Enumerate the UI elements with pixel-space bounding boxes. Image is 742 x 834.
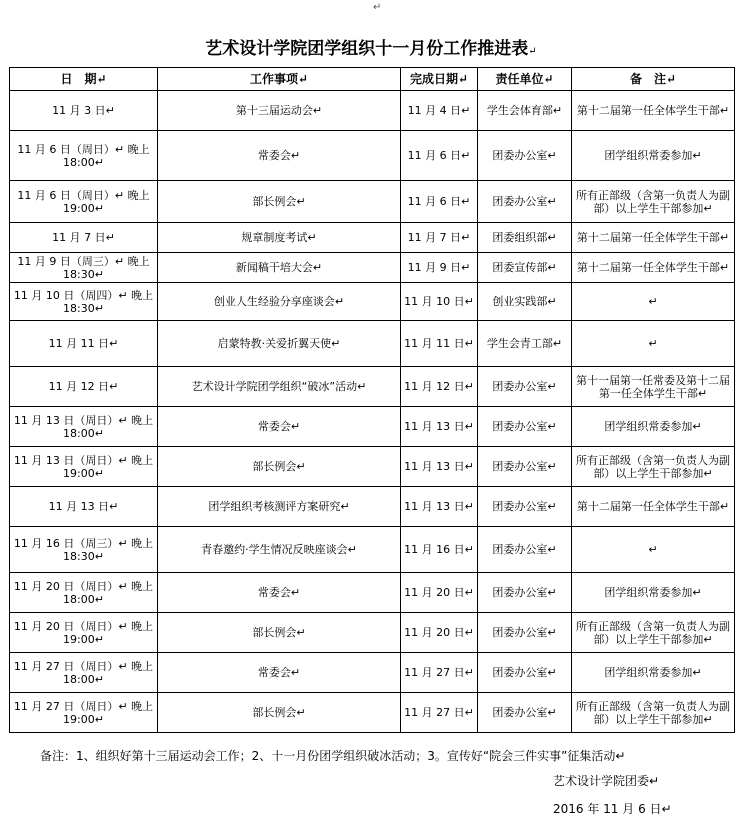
cell-date: 11 月 11 日↵ [10,321,158,367]
cell-done-date: 11 月 13 日↵ [401,407,478,447]
cell-unit: 团委办公室↵ [478,367,572,407]
cell-note: 团学组织常委参加↵ [572,573,735,613]
table-row [10,653,735,693]
cell-date: 11 月 16 日（周三）↵ 晚上 18:30↵ [10,527,158,573]
cell-date: 11 月 6 日（周日）↵ 晚上 18:00↵ [10,131,158,181]
cell-note: ↵ [572,283,735,321]
cell-task: 常委会↵ [158,131,401,181]
cell-date: 11 月 13 日（周日）↵ 晚上 18:00↵ [10,407,158,447]
cell-unit: 团委办公室↵ [478,487,572,527]
cell-done-date: 11 月 27 日↵ [401,653,478,693]
cell-note: 团学组织常委参加↵ [572,653,735,693]
cell-unit: 团委办公室↵ [478,693,572,733]
cell-unit: 学生会体育部↵ [478,91,572,131]
table-row [10,131,735,181]
table-row [10,527,735,573]
cell-date: 11 月 6 日（周日）↵ 晚上 19:00↵ [10,181,158,223]
cell-unit: 团委宣传部↵ [478,253,572,283]
cell-note: 第十二届第一任全体学生干部↵ [572,487,735,527]
cell-task: 第十三届运动会↵ [158,91,401,131]
header-task: 工作事项↵ [158,68,401,91]
cell-task: 新闻稿干培大会↵ [158,253,401,283]
cell-note: 所有正部级（含第一负责人为副部）以上学生干部参加↵ [572,181,735,223]
cell-date: 11 月 13 日（周日）↵ 晚上 19:00↵ [10,447,158,487]
cell-date: 11 月 27 日（周日）↵ 晚上 18:00↵ [10,653,158,693]
cell-done-date: 11 月 20 日↵ [401,613,478,653]
table-row [10,181,735,223]
cell-unit: 团委办公室↵ [478,653,572,693]
cell-done-date: 11 月 4 日↵ [401,91,478,131]
cell-task: 部长例会↵ [158,613,401,653]
cell-date: 11 月 27 日（周日）↵ 晚上 19:00↵ [10,693,158,733]
cell-task: 启蒙特教·关爱折翼天使↵ [158,321,401,367]
cell-unit: 团委办公室↵ [478,407,572,447]
cell-note: ↵ [572,321,735,367]
document-title: 艺术设计学院团学组织十一月份工作推进表↵ [205,39,537,59]
cell-note: 第十一届第一任常委及第十二届第一任全体学生干部↵ [572,367,735,407]
cell-note: 团学组织常委参加↵ [572,131,735,181]
cell-unit: 团委办公室↵ [478,181,572,223]
cell-done-date: 11 月 6 日↵ [401,181,478,223]
table-row [10,91,735,131]
paragraph-mark: ↵ [373,2,382,13]
cell-date: 11 月 20 日（周日）↵ 晚上 19:00↵ [10,613,158,653]
table-row [10,367,735,407]
cell-note: 第十二届第一任全体学生干部↵ [572,253,735,283]
table-row [10,223,735,253]
cell-date: 11 月 10 日（周四）↵ 晚上 18:30↵ [10,283,158,321]
cell-date: 11 月 7 日↵ [10,223,158,253]
table-row [10,487,735,527]
cell-unit: 团委办公室↵ [478,447,572,487]
cell-unit: 团委办公室↵ [478,573,572,613]
cell-unit: 团委办公室↵ [478,613,572,653]
table-row [10,573,735,613]
cell-done-date: 11 月 16 日↵ [401,527,478,573]
cell-note: 所有正部级（含第一负责人为副部）以上学生干部参加↵ [572,447,735,487]
cell-done-date: 11 月 20 日↵ [401,573,478,613]
cell-date: 11 月 3 日↵ [10,91,158,131]
cell-unit: 团委办公室↵ [478,131,572,181]
cell-done-date: 11 月 10 日↵ [401,283,478,321]
cell-date: 11 月 12 日↵ [10,367,158,407]
cell-note: 团学组织常委参加↵ [572,407,735,447]
signature: 艺术设计学院团委↵ [553,774,660,788]
header-note: 备 注↵ [572,68,735,91]
cell-task: 创业人生经验分享座谈会↵ [158,283,401,321]
cell-date: 11 月 13 日↵ [10,487,158,527]
cell-done-date: 11 月 7 日↵ [401,223,478,253]
table-row [10,321,735,367]
cell-task: 团学组织考核测评方案研究↵ [158,487,401,527]
header-done-date: 完成日期↵ [401,68,478,91]
cell-done-date: 11 月 27 日↵ [401,693,478,733]
cell-task: 部长例会↵ [158,181,401,223]
table-row [10,613,735,653]
cell-note: 所有正部级（含第一负责人为副部）以上学生干部参加↵ [572,613,735,653]
cell-note: 所有正部级（含第一负责人为副部）以上学生干部参加↵ [572,693,735,733]
cell-unit: 团委组织部↵ [478,223,572,253]
date-line: 2016 年 11 月 6 日↵ [553,802,672,816]
cell-date: 11 月 20 日（周日）↵ 晚上 18:00↵ [10,573,158,613]
cell-done-date: 11 月 11 日↵ [401,321,478,367]
header-row [10,68,735,91]
cell-task: 常委会↵ [158,653,401,693]
paragraph-mark: ↵ [528,46,537,57]
cell-task: 规章制度考试↵ [158,223,401,253]
cell-task: 常委会↵ [158,573,401,613]
table-row [10,253,735,283]
cell-task: 艺术设计学院团学组织“破冰”活动↵ [158,367,401,407]
cell-note: 第十二届第一任全体学生干部↵ [572,223,735,253]
cell-date: 11 月 9 日（周三）↵ 晚上 18:30↵ [10,253,158,283]
schedule-table [9,67,735,733]
header-date: 日 期↵ [10,68,158,91]
cell-done-date: 11 月 13 日↵ [401,487,478,527]
cell-done-date: 11 月 12 日↵ [401,367,478,407]
cell-note: 第十二届第一任全体学生干部↵ [572,91,735,131]
cell-unit: 团委办公室↵ [478,527,572,573]
cell-unit: 学生会青工部↵ [478,321,572,367]
footnote: 备注：1、组织好第十三届运动会工作；2、十一月份团学组织破冰活动；3。宣传好“院会三件实事”征集活动↵ [40,749,626,763]
table-row [10,283,735,321]
cell-done-date: 11 月 13 日↵ [401,447,478,487]
cell-done-date: 11 月 9 日↵ [401,253,478,283]
cell-task: 部长例会↵ [158,447,401,487]
header-unit: 责任单位↵ [478,68,572,91]
table-row [10,693,735,733]
table-row [10,447,735,487]
cell-done-date: 11 月 6 日↵ [401,131,478,181]
cell-task: 青春邀约·学生情况反映座谈会↵ [158,527,401,573]
table-row [10,407,735,447]
cell-task: 部长例会↵ [158,693,401,733]
cell-task: 常委会↵ [158,407,401,447]
cell-note: ↵ [572,527,735,573]
cell-unit: 创业实践部↵ [478,283,572,321]
